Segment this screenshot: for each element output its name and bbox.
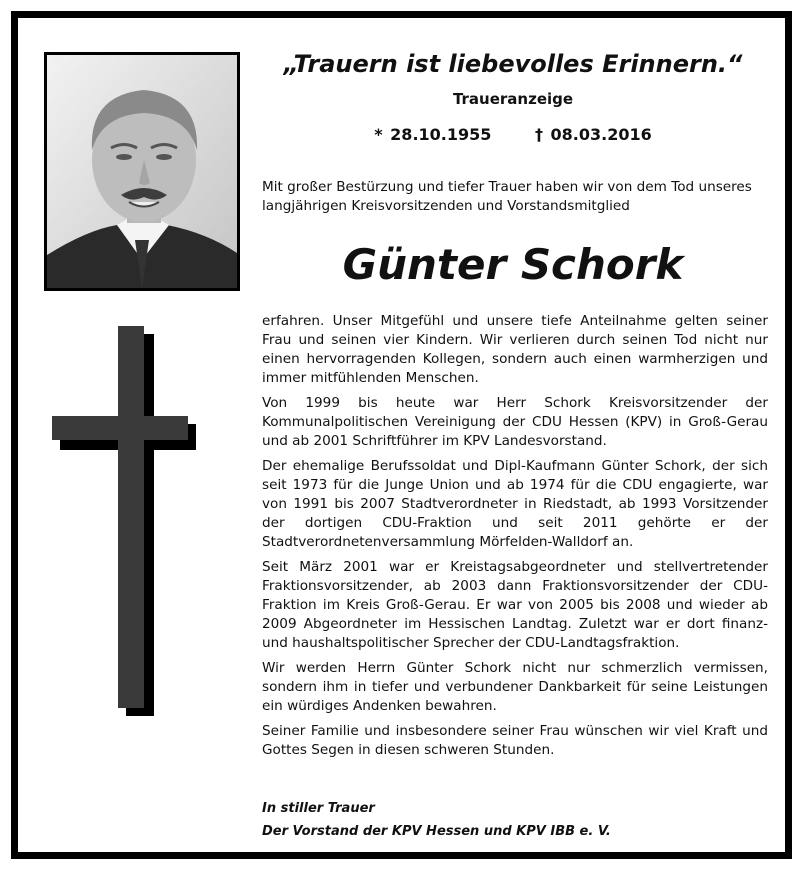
- life-dates: [258, 125, 768, 144]
- portrait-image: [47, 55, 237, 288]
- signature-block: [262, 797, 768, 843]
- deceased-name: Günter Schork: [342, 240, 684, 289]
- body-paragraph: Der ehemalige Berufssoldat und Dipl-Kaufmann Günter Schork, der sich seit 1973 für die Junge Union und ab 1974 für die CDU engagierte, war von 1991 bis 2007 Stadtverordneter in Riedstadt, ab 1993 Vorsitzender der dortigen CDU-Fraktion und seit 2011 gehörte er der Stadtverordnetenversammlung Mörfelden-Walldorf an.: [262, 458, 768, 550]
- body-paragraph: erfahren. Unser Mitgefühl und unsere tiefe Anteilnahme gelten seiner Frau und seinen vier Kindern. Wir verlieren durch seinen Tod nicht nur einen hervorragenden Kollegen, sondern auch einen warmherzigen und immer mitfühlenden Menschen.: [262, 313, 768, 386]
- obituary-body: [262, 312, 768, 766]
- obituary-frame: [11, 11, 792, 859]
- body-paragraph: Von 1999 bis heute war Herr Schork Kreisvorsitzender der Kommunalpolitischen Vereinigung der CDU Hessen (KPV) in Groß-Gerau und ab 2001 Schriftführer im KPV Landesvorstand.: [262, 395, 768, 449]
- portrait-photo: [44, 52, 240, 291]
- cross-icon: [48, 326, 198, 716]
- cross-symbol: [48, 326, 198, 716]
- body-paragraph: Seiner Familie und insbesondere seiner Frau wünschen wir viel Kraft und Gottes Segen in diesen schweren Stunden.: [262, 723, 768, 758]
- body-paragraph: Seit März 2001 war er Kreistagsabgeordneter und stellvertretender Fraktionsvorsitzender, ab 2003 dann Fraktionsvorsitzender der CDU-Fraktion im Kreis Groß-Gerau. Er war von 2005 bis 2008 und wieder ab 2009 Abgeordneter im Hessischen Landtag. Zuletzt war er dort finanz- und haushaltspolitischer Sprecher der CDU-Landtagsfraktion.: [262, 559, 768, 651]
- body-paragraph: Wir werden Herrn Günter Schork nicht nur schmerzlich vermissen, sondern ihm in tiefer und verbundener Dankbarkeit für seine Leistungen ein würdiges Andenken bewahren.: [262, 660, 768, 714]
- birth-date: * 28.10.1955: [374, 125, 492, 144]
- notice-type-heading: Traueranzeige: [452, 90, 574, 108]
- signature-line-mourning: In stiller Trauer: [262, 801, 375, 816]
- motto-quote: „Trauern ist liebevolles Erinnern.“: [283, 50, 743, 78]
- intro-text: Mit großer Bestürzung und tiefer Trauer haben wir von dem Tod unseres langjährigen Kreisvorsitzenden und Vorstandsmitglied: [262, 179, 752, 214]
- death-date: † 08.03.2016: [534, 125, 652, 144]
- signature-line-board: Der Vorstand der KPV Hessen und KPV IBB e. V.: [262, 824, 611, 839]
